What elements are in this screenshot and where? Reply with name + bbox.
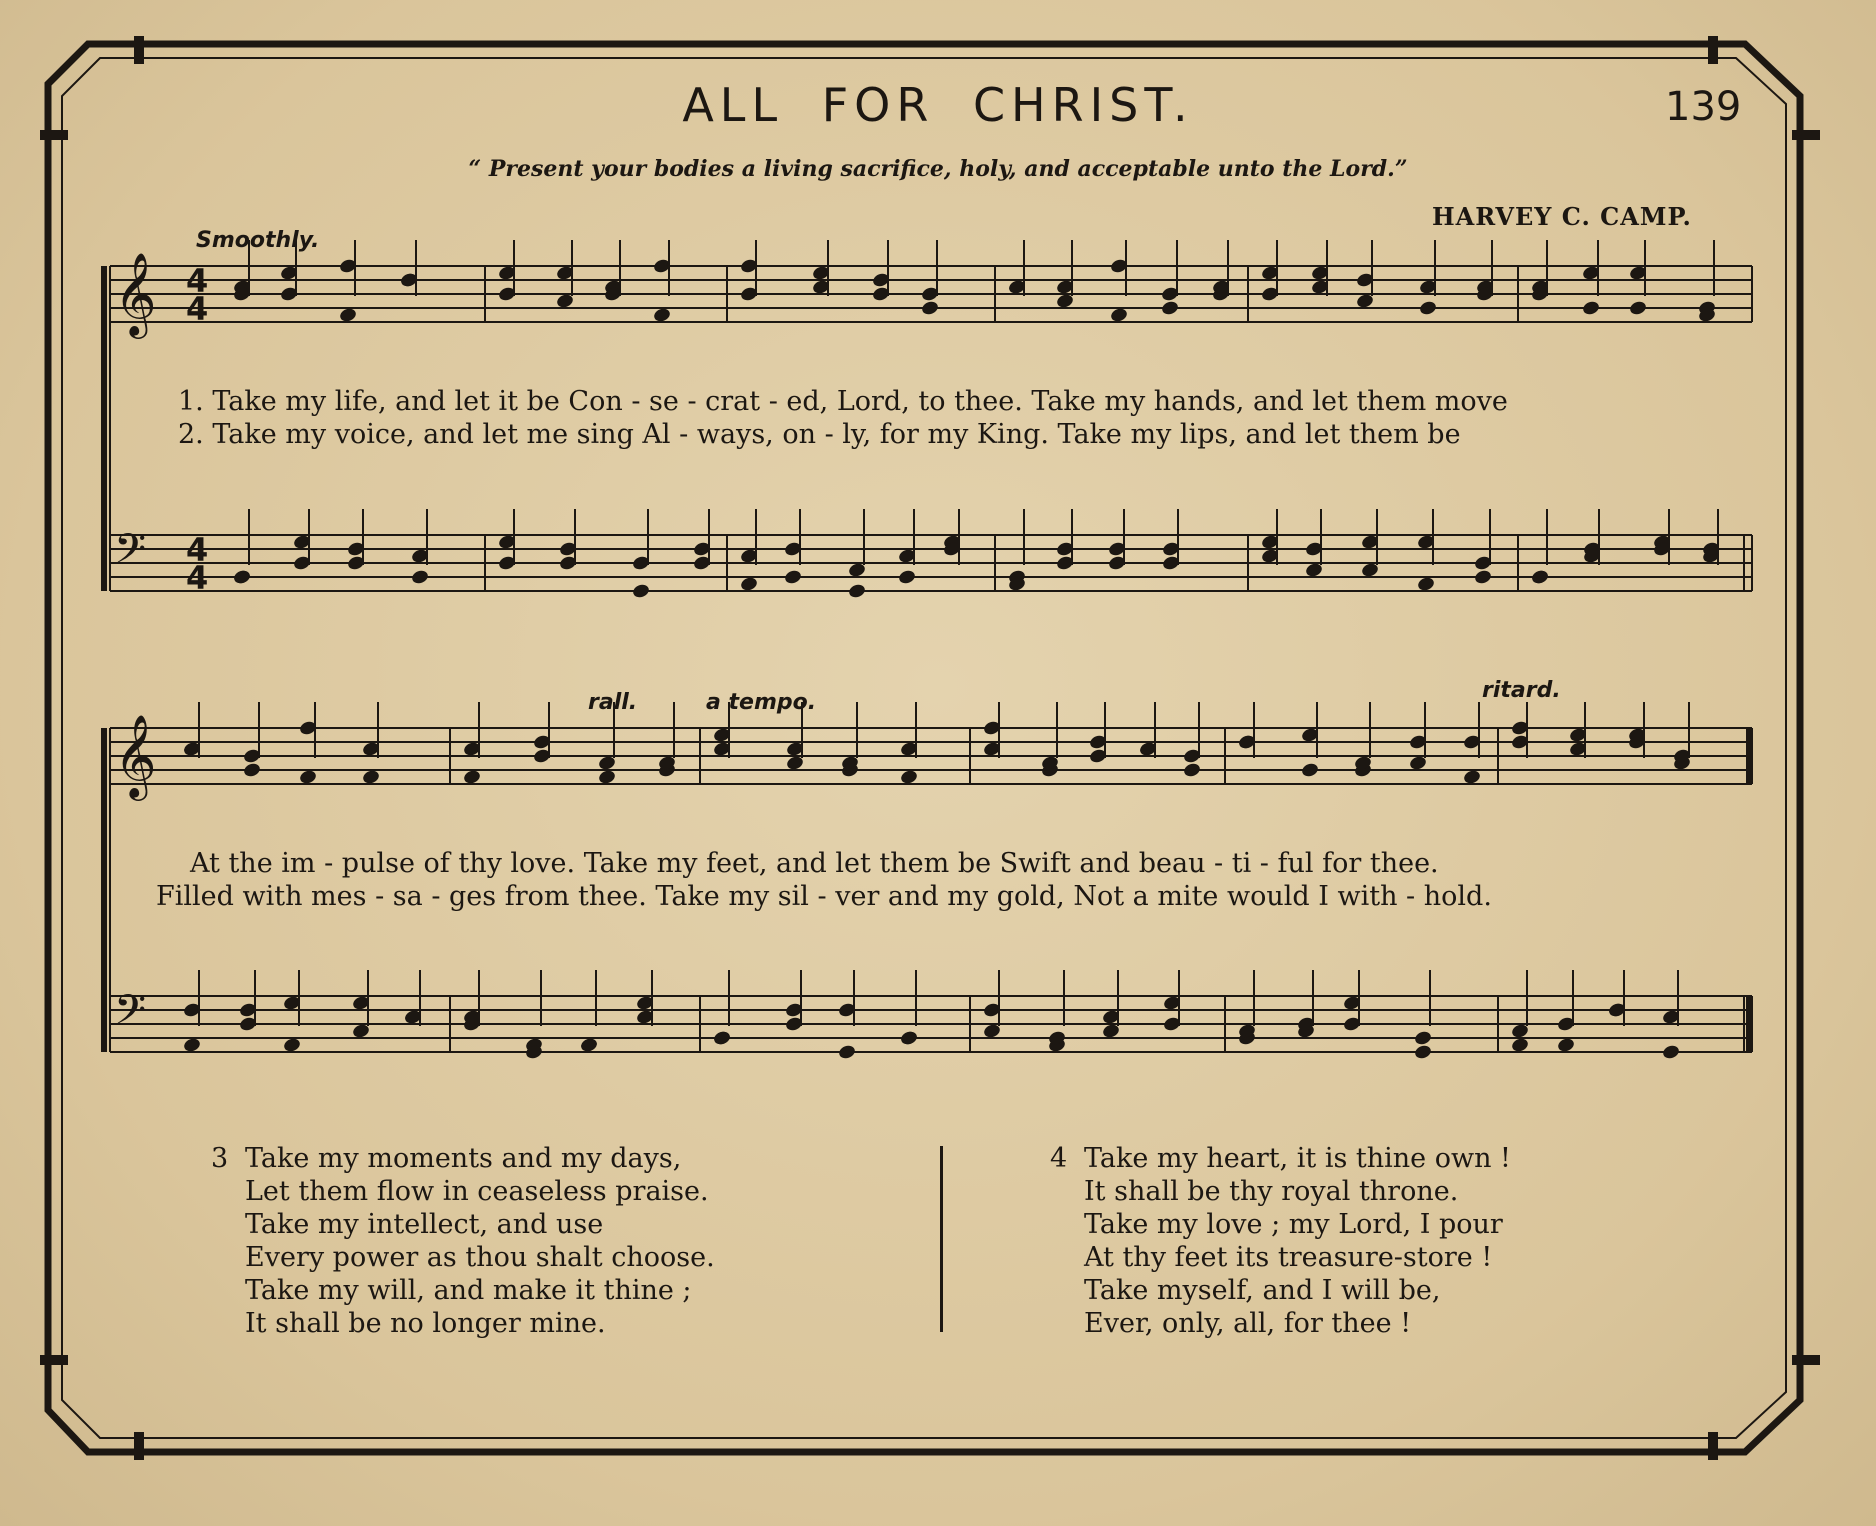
time-signature-top: 4 — [186, 531, 209, 569]
note-head — [1109, 307, 1128, 324]
note-head — [847, 583, 866, 600]
note-head — [361, 769, 380, 786]
note-head — [712, 1030, 731, 1047]
treble-clef-icon: 𝄞 — [114, 713, 157, 797]
page-number: 139 — [1665, 84, 1742, 130]
stanza-4 — [1050, 1142, 1511, 1340]
note-head — [897, 569, 916, 586]
stanza-4-number: 4 — [1050, 1143, 1068, 1174]
note-head — [232, 569, 251, 586]
stanza-3-number: 3 — [211, 1143, 229, 1174]
note-head — [631, 583, 650, 600]
note-head — [1182, 762, 1201, 779]
note-head — [579, 1037, 598, 1054]
stanza-3 — [211, 1142, 715, 1340]
note-head — [1300, 762, 1319, 779]
tempo-marking-rall: rall. — [588, 690, 638, 715]
note-head — [338, 307, 357, 324]
note-head — [920, 300, 939, 317]
note-head — [1413, 1044, 1432, 1061]
scripture-epigraph: “ Present your bodies a living sacrifice, holy, and acceptable unto the Lord.” — [468, 156, 1408, 182]
lyric-verse2-system1: 2. Take my voice, and let me sing Al - ways, on - ly, for my King. Take my lips, and let them be — [178, 419, 1461, 450]
stanza-3-line: It shall be no longer mine. — [245, 1308, 606, 1339]
lyric-verse2-system2: Filled with mes - sa - ges from thee. Take my sil - ver and my gold, Not a mite would I with - hold. — [156, 881, 1492, 912]
note-head — [1473, 569, 1492, 586]
stanza-4-line: Ever, only, all, for thee ! — [1084, 1308, 1412, 1339]
note-head — [1581, 300, 1600, 317]
note-head — [1418, 300, 1437, 317]
note-head — [597, 769, 616, 786]
note-head — [783, 569, 802, 586]
stanza-3-line: Let them flow in ceaseless praise. — [245, 1176, 709, 1207]
stanza-divider — [940, 1146, 943, 1332]
note-head — [899, 769, 918, 786]
note-head — [1556, 1037, 1575, 1054]
stanza-4-line: Take myself, and I will be, — [1084, 1275, 1441, 1306]
stanza-4-line: At thy feet its treasure-store ! — [1084, 1242, 1493, 1273]
note-head — [282, 1037, 301, 1054]
note-head — [1413, 1030, 1432, 1047]
note-head — [837, 1044, 856, 1061]
note-head — [1661, 1044, 1680, 1061]
bass-clef-icon: 𝄢 — [114, 986, 147, 1044]
stanza-3-line: Every power as thou shalt choose. — [245, 1242, 715, 1273]
stanza-3-line: Take my will, and make it thine ; — [245, 1275, 692, 1306]
note-head — [739, 576, 758, 593]
note-head — [652, 307, 671, 324]
note-head — [182, 1037, 201, 1054]
note-head — [410, 569, 429, 586]
composer-credit: HARVEY C. CAMP. — [1432, 202, 1692, 231]
note-head — [1530, 569, 1549, 586]
stanza-4-line: Take my heart, it is thine own ! — [1084, 1143, 1511, 1174]
tempo-marking-smoothly: Smoothly. — [196, 228, 320, 253]
note-head — [899, 1030, 918, 1047]
note-head — [1416, 576, 1435, 593]
note-head — [1510, 1037, 1529, 1054]
tempo-marking-a-tempo: a tempo. — [706, 690, 817, 715]
stanza-3-line: Take my moments and my days, — [245, 1143, 682, 1174]
note-head — [462, 769, 481, 786]
lyric-verse1-system2: At the im - pulse of thy love. Take my feet, and let them be Swift and beau - ti - ful for thee. — [190, 848, 1439, 879]
note-head — [298, 769, 317, 786]
bass-clef-icon: 𝄢 — [114, 525, 147, 583]
note-head — [1462, 769, 1481, 786]
time-signature-bottom: 4 — [186, 559, 209, 597]
lyric-verse1-system1: 1. Take my life, and let it be Con - se - crat - ed, Lord, to thee. Take my hands, and let them move — [178, 386, 1508, 417]
note-head — [242, 762, 261, 779]
stanza-3-line: Take my intellect, and use — [245, 1209, 604, 1240]
treble-clef-icon: 𝄞 — [114, 251, 157, 335]
time-signature-bottom: 4 — [186, 290, 209, 328]
note-head — [1160, 300, 1179, 317]
hymn-title: ALL FOR CHRIST. — [682, 78, 1194, 132]
stanza-4-line: Take my love ; my Lord, I pour — [1084, 1209, 1503, 1240]
tempo-marking-ritard: ritard. — [1482, 678, 1561, 703]
time-signature-top: 4 — [186, 262, 209, 300]
stanza-4-line: It shall be thy royal throne. — [1084, 1176, 1459, 1207]
note-head — [1628, 300, 1647, 317]
